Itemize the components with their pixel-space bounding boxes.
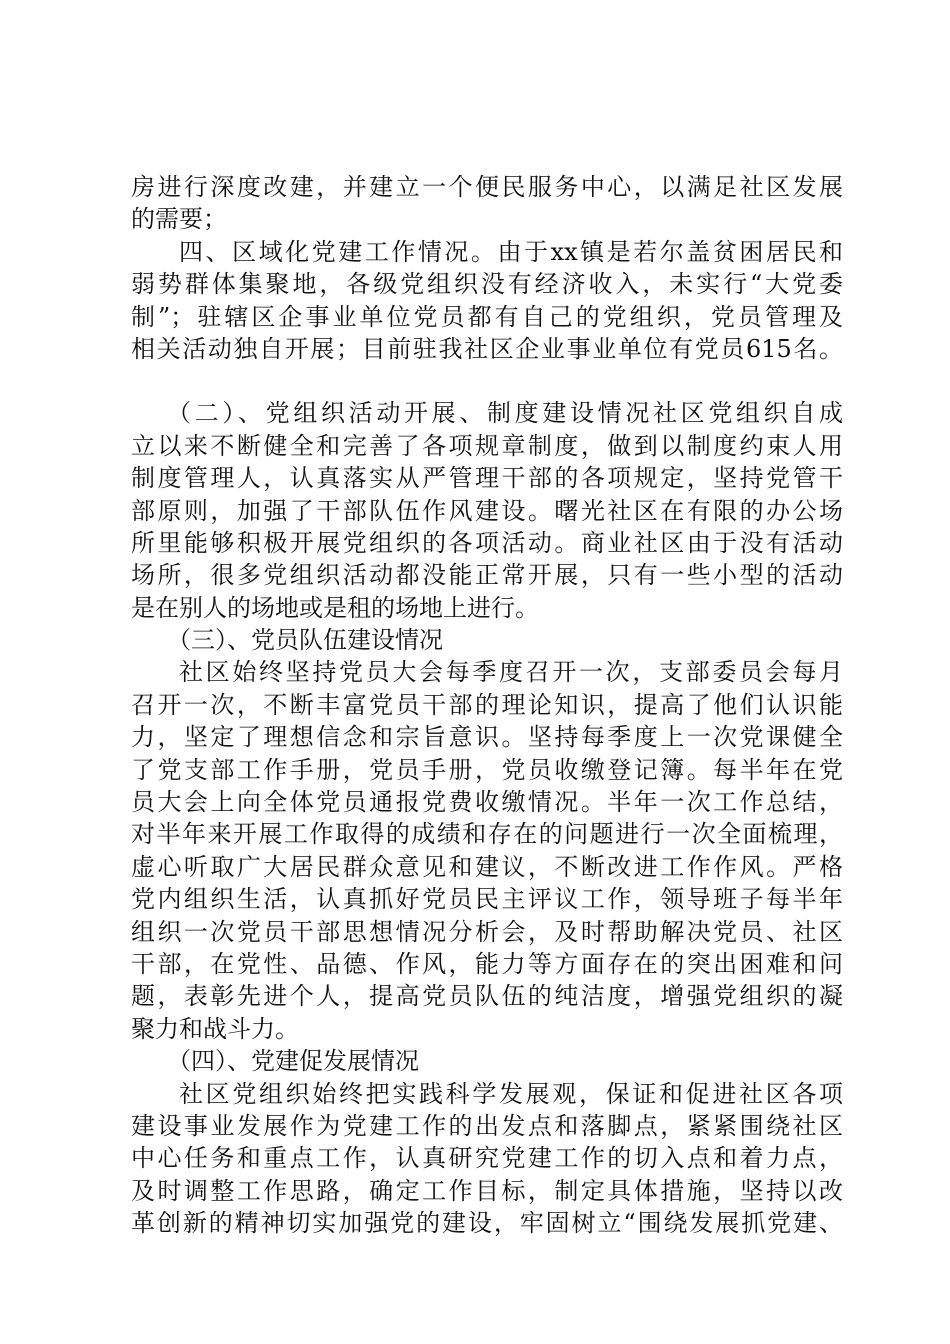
text-line: 及时调整工作思路，确定工作目标，制定具体措施，坚持以改: [131, 1176, 843, 1205]
paragraph-party-promotes-development: [131, 1078, 843, 1240]
text-line: 弱势群体集聚地，各级党组织没有经济收入，未实行“大党委: [131, 270, 843, 299]
text-line: 干部，在党性、品德、作风，能力等方面存在的突出困难和问: [131, 949, 843, 978]
text-line: 建设事业发展作为党建工作的出发点和落脚点，紧紧围绕社区: [131, 1111, 843, 1140]
section-heading-development: [131, 1045, 843, 1077]
paragraph-member-team-building: [131, 656, 843, 1045]
text-line: 部原则，加强了干部队伍作风建设。曙光社区在有限的办公场: [131, 496, 843, 525]
document-body: [131, 171, 843, 1240]
text-line: 中心任务和重点工作，认真研究党建工作的切入点和着力点，: [131, 1144, 843, 1173]
text-line: 场所，很多党组织活动都没能正常开展，只有一些小型的活动: [131, 561, 843, 590]
text-line: 房进行深度改建，并建立一个便民服务中心，以满足社区发展: [131, 173, 843, 201]
text-line: 党内组织生活，认真抓好党员民主评议工作，领导班子每半年: [131, 885, 843, 914]
text-line: 立以来不断健全和完善了各项规章制度，做到以制度约束人用: [131, 431, 843, 460]
text-line: 聚力和战斗力。: [131, 1014, 299, 1043]
paragraph-gap: [131, 365, 843, 397]
paragraph-organization-activities: [131, 397, 843, 624]
paragraph-regional-party-building: [131, 236, 843, 366]
text-line: 虚心听取广大居民群众意见和建议，不断改进工作作风。严格: [131, 852, 843, 881]
text-line: 社区党组织始终把实践科学发展观，保证和促进社区各项: [179, 1079, 843, 1108]
text-line: 了党支部工作手册，党员手册，党员收缴登记簿。每半年在党: [131, 755, 843, 784]
section-heading: （三）、党员队伍建设情况: [167, 626, 443, 655]
text-line: 组织一次党员干部思想情况分析会，及时帮助解决党员、社区: [131, 917, 843, 946]
text-line: 制”；驻辖区企事业单位党员都有自己的党组织，党员管理及: [131, 302, 843, 331]
text-line: 四、区域化党建工作情况。由于xx镇是若尔盖贫困居民和: [179, 237, 843, 266]
text-line: 召开一次，不断丰富党员干部的理论知识，提高了他们认识能: [131, 690, 843, 719]
text-line: 题，表彰先进个人，提高党员队伍的纯洁度，增强党组织的凝: [131, 982, 843, 1011]
section-heading: （四）、党建促发展情况: [167, 1047, 419, 1076]
text-line: 员大会上向全体党员通报党费收缴情况。半年一次工作总结，: [131, 788, 843, 817]
paragraph-continuation: [131, 171, 843, 236]
text-line: 革创新的精神切实加强党的建设，牢固树立“围绕发展抓党建、: [131, 1209, 843, 1238]
text-line: 制度管理人，认真落实从严管理干部的各项规定，坚持党管干: [131, 464, 843, 493]
section-heading-member-team: [131, 624, 843, 656]
text-line: 所里能够积极开展党组织的各项活动。商业社区由于没有活动: [131, 528, 843, 557]
text-line: 相关活动独自开展；目前驻我社区企业事业单位有党员615名。: [131, 334, 843, 363]
text-line: 对半年来开展工作取得的成绩和存在的问题进行一次全面梳理，: [131, 820, 843, 849]
text-line: 是在别人的场地或是租的场地上进行。: [131, 593, 539, 622]
text-line: 的需要；: [131, 205, 227, 234]
text-line: 社区始终坚持党员大会每季度召开一次，支部委员会每月: [179, 658, 843, 687]
text-line: 力，坚定了理想信念和宗旨意识。坚持每季度上一次党课健全: [131, 723, 843, 752]
text-line: （二）、党组织活动开展、制度建设情况社区党组织自成: [167, 399, 843, 428]
